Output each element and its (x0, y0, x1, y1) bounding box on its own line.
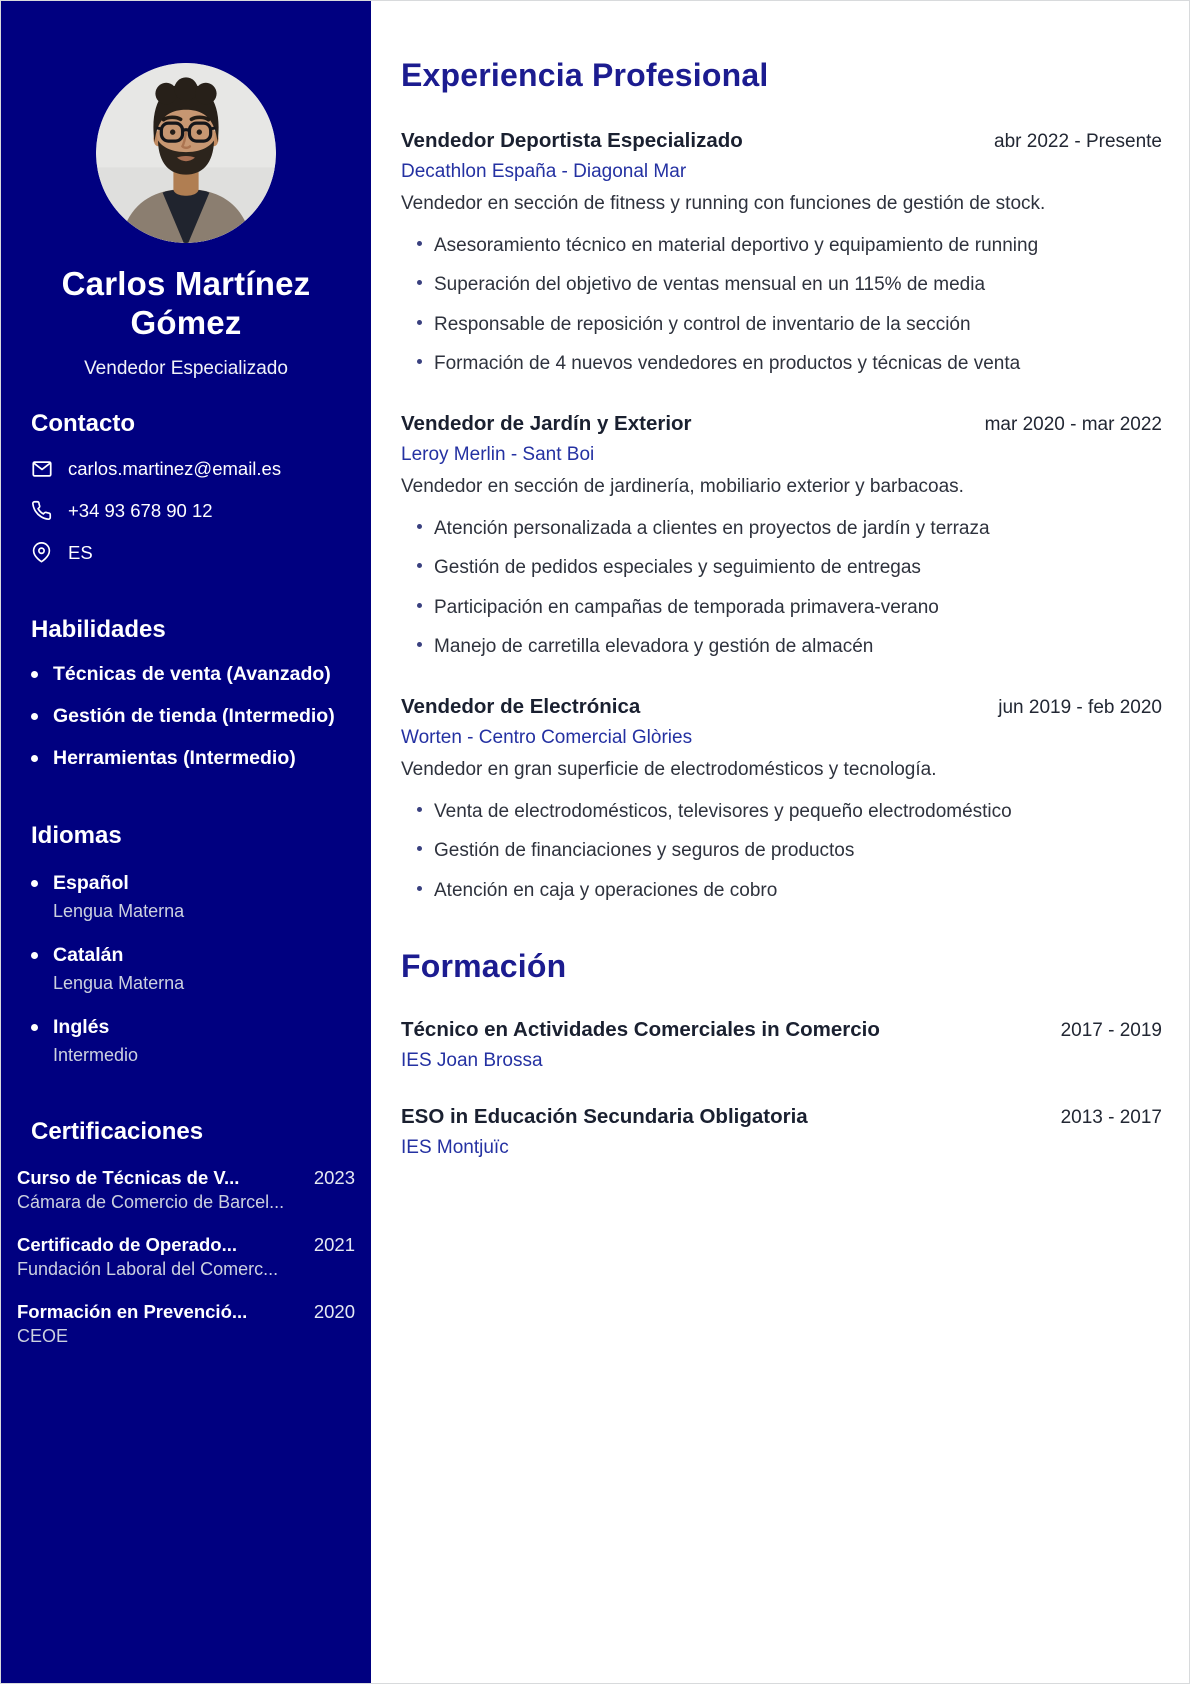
certification-title: Curso de Técnicas de V... (17, 1166, 240, 1188)
person-name: Carlos Martínez Gómez (61, 265, 311, 341)
location-icon (31, 542, 53, 564)
language-item (31, 944, 341, 994)
job-bullet: Superación del objetivo de ventas mensual en un 115% de media (434, 272, 1162, 298)
job-bullet: Venta de electrodomésticos, televisores y pequeño electrodoméstico (434, 799, 1162, 825)
job-bullet-list (401, 799, 1162, 904)
language-level: Lengua Materna (53, 900, 185, 921)
certifications-heading: Certificaciones (31, 1117, 204, 1145)
education-title: Técnico en Actividades Comerciales in Comercio (401, 1017, 880, 1041)
languages-section (31, 822, 341, 1066)
job-title: Vendedor de Electrónica (401, 695, 641, 719)
skill-item (31, 747, 341, 770)
certification-issuer: Fundación Laboral del Comerc... (17, 1258, 279, 1279)
profile-photo (96, 63, 276, 243)
skill-label: Herramientas (Intermedio) (53, 746, 296, 769)
experience-heading: Experiencia Profesional (401, 57, 769, 93)
contact-email (31, 458, 341, 480)
certification-item (17, 1301, 355, 1347)
contact-phone-value: +34 93 678 90 12 (68, 499, 213, 521)
job-bullet: Responsable de reposición y control de inventario de la sección (434, 312, 1162, 338)
contact-location (31, 542, 341, 564)
language-name: Catalán (53, 943, 124, 966)
language-level: Intermedio (53, 1044, 139, 1065)
certification-issuer: CEOE (17, 1325, 69, 1346)
education-title: ESO in Educación Secundaria Obligatoria (401, 1104, 808, 1128)
education-school: IES Montjuïc (401, 1136, 509, 1158)
job-bullet: Atención en caja y operaciones de cobro (434, 878, 1162, 904)
skills-heading: Habilidades (31, 615, 166, 643)
education-entry (401, 1018, 1162, 1072)
language-item (31, 1016, 341, 1066)
education-dates: 2017 - 2019 (1060, 1019, 1162, 1041)
certifications-section (17, 1118, 355, 1347)
job-entry (401, 695, 1162, 903)
sidebar (1, 1, 371, 1683)
bullet-dot (31, 1024, 38, 1031)
education-section (401, 948, 1162, 1159)
skill-label: Gestión de tienda (Intermedio) (53, 704, 335, 727)
education-dates: 2013 - 2017 (1060, 1106, 1162, 1128)
certification-issuer: Cámara de Comercio de Barcel... (17, 1191, 285, 1212)
job-dates: abr 2022 - Presente (994, 131, 1162, 152)
job-bullet: Gestión de financiaciones y seguros de productos (434, 838, 1162, 864)
job-company: Leroy Merlin - Sant Boi (401, 444, 595, 466)
education-school: IES Joan Brossa (401, 1049, 543, 1071)
job-entry (401, 412, 1162, 660)
job-bullet: Formación de 4 nuevos vendedores en productos y técnicas de venta (434, 351, 1162, 377)
job-bullet: Atención personalizada a clientes en proyectos de jardín y terraza (434, 516, 1162, 542)
certification-title: Certificado de Operado... (17, 1233, 237, 1255)
job-bullet: Asesoramiento técnico en material deportivo y equipamiento de running (434, 233, 1162, 259)
language-name: Inglés (53, 1015, 110, 1038)
contact-location-value: ES (68, 541, 93, 563)
phone-icon (31, 500, 53, 522)
contact-section (31, 410, 341, 564)
certification-item (17, 1167, 355, 1213)
job-bullet-list (401, 233, 1162, 378)
bullet-dot (31, 713, 38, 720)
person-role: Vendedor Especializado (84, 357, 288, 379)
bullet-dot (31, 671, 38, 678)
languages-heading: Idiomas (31, 821, 122, 849)
job-bullet: Manejo de carretilla elevadora y gestión de almacén (434, 634, 1162, 660)
job-bullet: Gestión de pedidos especiales y seguimiento de entregas (434, 555, 1162, 581)
certification-item (17, 1234, 355, 1280)
contact-email-value: carlos.martinez@email.es (68, 457, 282, 479)
bullet-dot (31, 952, 38, 959)
skills-section (31, 616, 341, 770)
email-icon (31, 458, 53, 480)
job-title: Vendedor de Jardín y Exterior (401, 412, 692, 436)
skill-item (31, 663, 341, 686)
contact-heading: Contacto (31, 409, 135, 437)
job-summary: Vendedor en sección de jardinería, mobiliario exterior y barbacoas. (401, 476, 964, 498)
language-level: Lengua Materna (53, 972, 185, 993)
certification-year: 2023 (313, 1166, 355, 1188)
job-title: Vendedor Deportista Especializado (401, 129, 743, 152)
bullet-dot (31, 755, 38, 762)
job-summary: Vendedor en gran superficie de electrodomésticos y tecnología. (401, 759, 937, 781)
skill-label: Técnicas de venta (Avanzado) (53, 662, 331, 685)
skill-item (31, 705, 341, 728)
education-heading: Formación (401, 947, 567, 984)
profile-photo-illustration (96, 63, 276, 243)
job-bullet-list (401, 516, 1162, 661)
contact-phone (31, 500, 341, 522)
certification-year: 2020 (313, 1300, 355, 1322)
language-item (31, 872, 341, 922)
bullet-dot (31, 880, 38, 887)
job-entry (401, 129, 1162, 377)
main-content (371, 1, 1189, 1683)
language-name: Español (53, 871, 129, 894)
job-company: Worten - Centro Comercial Glòries (401, 727, 693, 749)
certification-year: 2021 (313, 1233, 355, 1255)
job-dates: mar 2020 - mar 2022 (984, 414, 1162, 436)
certification-title: Formación en Prevenció... (17, 1300, 248, 1322)
job-bullet: Participación en campañas de temporada primavera-verano (434, 595, 1162, 621)
job-summary: Vendedor en sección de fitness y running con funciones de gestión de stock. (401, 193, 1046, 214)
job-dates: jun 2019 - feb 2020 (998, 697, 1162, 719)
job-company: Decathlon España - Diagonal Mar (401, 161, 687, 182)
education-entry (401, 1105, 1162, 1159)
